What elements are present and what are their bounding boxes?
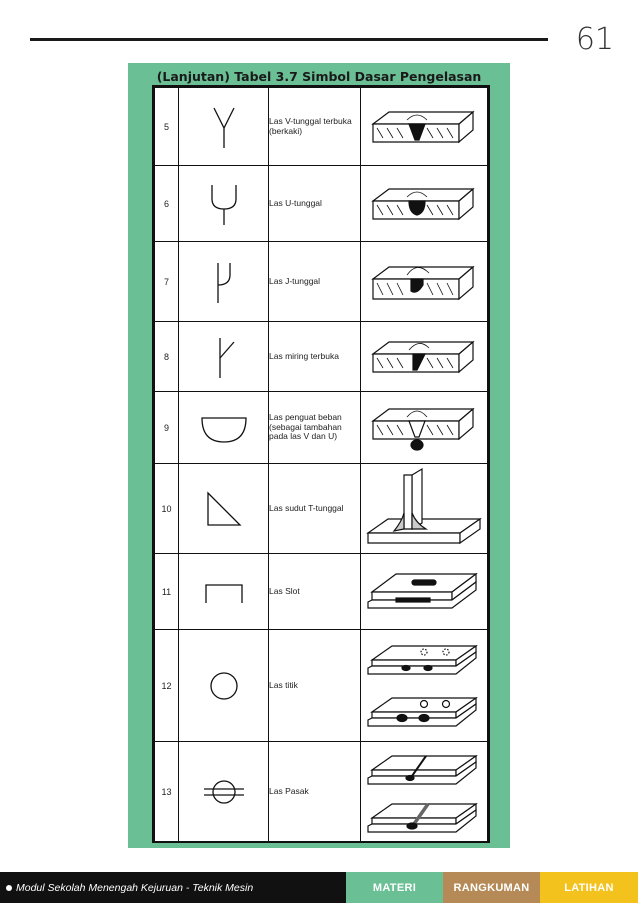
u-groove-weld-illustration <box>369 179 479 229</box>
weld-name: Las miring terbuka <box>269 322 361 392</box>
fillet-triangle-icon <box>200 487 248 531</box>
table-figure <box>128 63 510 848</box>
table-row <box>155 88 488 166</box>
row-number: 6 <box>155 166 179 242</box>
j-groove-icon <box>204 259 244 305</box>
weld-name: Las Slot <box>269 554 361 630</box>
weld-name: Las titik <box>269 630 361 742</box>
header-rule <box>30 38 548 41</box>
table-row <box>155 166 488 242</box>
row-number: 5 <box>155 88 179 166</box>
weld-name: Las sudut T-tunggal <box>269 464 361 554</box>
row-number: 8 <box>155 322 179 392</box>
footer-module-label <box>0 872 346 903</box>
nav-rangkuman-button[interactable]: RANGKUMAN <box>443 872 540 903</box>
slot-weld-illustration <box>366 562 482 622</box>
table-row <box>155 322 488 392</box>
j-groove-weld-illustration <box>369 255 479 309</box>
nav-materi-button[interactable]: MATERI <box>346 872 443 903</box>
v-groove-with-root-icon <box>204 104 244 150</box>
weld-name: Las J-tunggal <box>269 242 361 322</box>
footer-bar <box>0 872 638 903</box>
seam-weld-illustration <box>366 744 482 840</box>
weld-name: Las V-tunggal terbuka (berkaki) <box>269 88 361 166</box>
row-number: 9 <box>155 392 179 464</box>
table-row <box>155 742 488 842</box>
seam-weld-icon <box>200 772 248 812</box>
page-number: 61 <box>575 22 614 57</box>
row-number: 11 <box>155 554 179 630</box>
table-row <box>155 630 488 742</box>
backing-weld-icon <box>198 408 250 448</box>
row-number: 10 <box>155 464 179 554</box>
weld-name: Las penguat beban (sebagai tambahan pada las V dan U) <box>269 392 361 464</box>
row-number: 13 <box>155 742 179 842</box>
backing-weld-illustration <box>369 399 479 457</box>
fillet-weld-illustration <box>364 467 484 551</box>
weld-name: Las Pasak <box>269 742 361 842</box>
table-row <box>155 242 488 322</box>
module-title: Modul Sekolah Menengah Kejuruan - Teknik Mesin <box>16 881 254 894</box>
u-groove-icon <box>204 181 244 227</box>
table-row <box>155 464 488 554</box>
row-number: 12 <box>155 630 179 742</box>
nav-latihan-button[interactable]: LATIHAN <box>540 872 638 903</box>
v-groove-weld-illustration <box>369 102 479 152</box>
bevel-groove-weld-illustration <box>369 332 479 382</box>
row-number: 7 <box>155 242 179 322</box>
table-row <box>155 554 488 630</box>
bullet-icon <box>6 885 12 891</box>
spot-weld-illustration <box>366 634 482 738</box>
weld-name: Las U-tunggal <box>269 166 361 242</box>
bevel-groove-icon <box>204 334 244 380</box>
table-caption: (Lanjutan) Tabel 3.7 Simbol Dasar Pengelasan <box>156 69 482 84</box>
slot-weld-icon <box>200 577 248 607</box>
table-row <box>155 392 488 464</box>
spot-weld-circle-icon <box>204 666 244 706</box>
symbol-table <box>152 85 490 843</box>
